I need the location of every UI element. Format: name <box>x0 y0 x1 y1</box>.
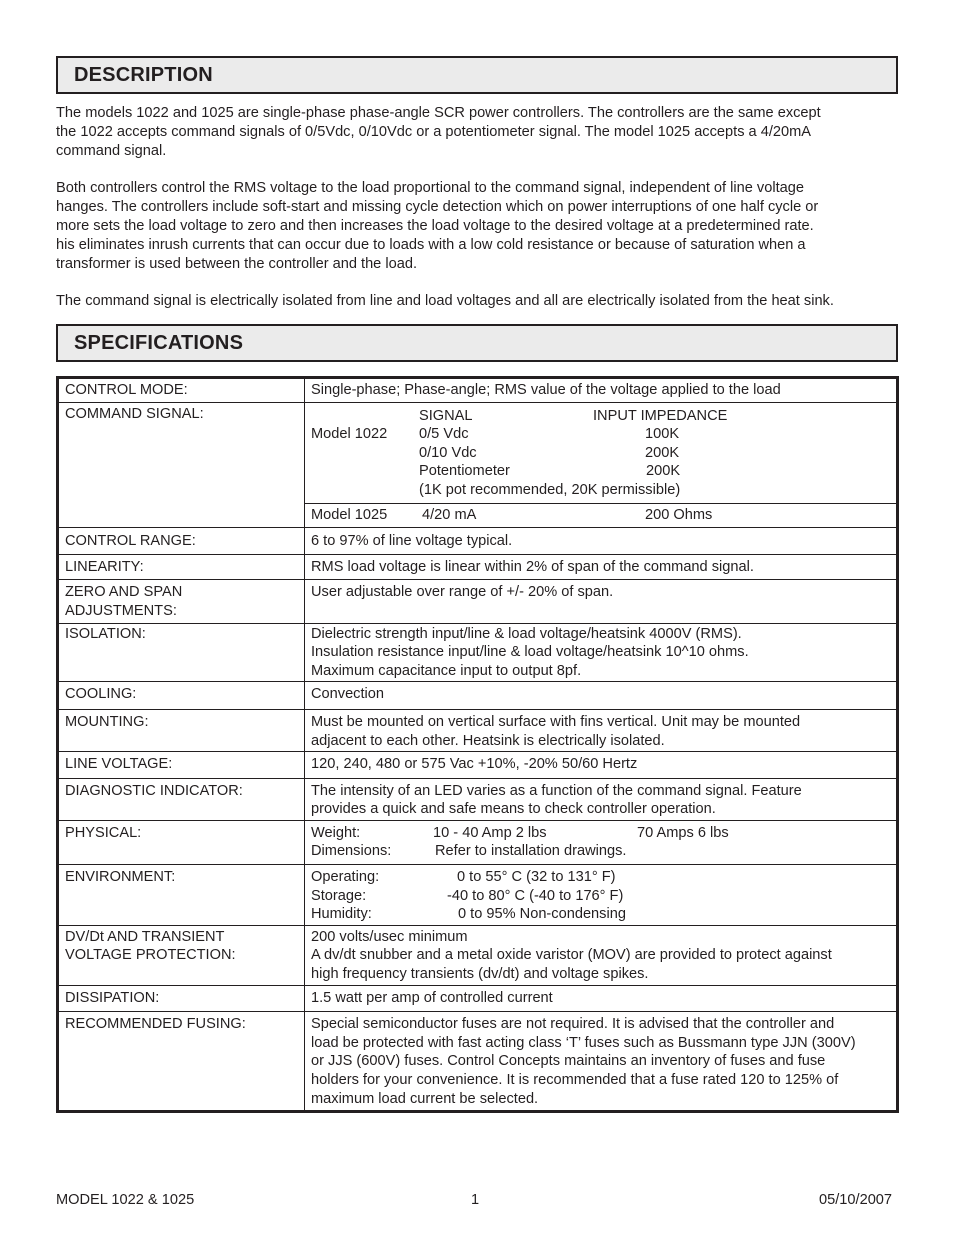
impedance-column-header: INPUT IMPEDANCE <box>593 407 728 424</box>
operating-value: 0 to 55° C (32 to 131° F) <box>457 869 616 886</box>
signal-column-header: SIGNAL <box>419 407 473 424</box>
spec-value-line: maximum load current be selected. <box>311 1090 539 1107</box>
weight-value: 10 - 40 Amp 2 lbs <box>433 824 547 841</box>
desc-line: his eliminates inrush currents that can occur due to loads with a low cold resistance or because of saturation when a <box>56 237 806 253</box>
description-paragraph-1 <box>56 104 901 161</box>
spec-row-physical <box>58 820 898 864</box>
storage-label: Storage: <box>311 887 367 904</box>
footer-date: 05/10/2007 <box>819 1192 893 1208</box>
spec-value-line: 200 volts/usec minimum <box>311 928 468 945</box>
specifications-table <box>56 376 899 1113</box>
spec-label: COMMAND SIGNAL: <box>58 402 305 528</box>
signal-value: 0/10 Vdc <box>419 444 477 461</box>
signal-value: 4/20 mA <box>422 506 477 523</box>
desc-line: Both controllers control the RMS voltage to the load proportional to the command signal, independent of line voltage <box>56 180 804 196</box>
humidity-label: Humidity: <box>311 906 372 923</box>
spec-row-fusing <box>58 1012 898 1112</box>
description-heading: DESCRIPTION <box>74 64 213 86</box>
spec-value <box>305 709 898 751</box>
spec-value-line: holders for your convenience. It is recommended that a fuse rated 120 to 125% of <box>311 1072 839 1088</box>
desc-line: more sets the load voltage to zero and then increases the load voltage to the desired voltage at a predetermined rate. <box>56 218 814 234</box>
spec-value <box>305 925 898 985</box>
desc-line: command signal. <box>56 143 167 159</box>
spec-row-line-voltage <box>58 752 898 779</box>
spec-row-command-signal <box>58 402 898 503</box>
spec-value: 6 to 97% of line voltage typical. <box>305 528 898 555</box>
specifications-heading: SPECIFICATIONS <box>74 332 244 354</box>
spec-value: 1.5 watt per amp of controlled current <box>305 985 898 1012</box>
spec-value-line: A dv/dt snubber and a metal oxide varistor (MOV) are provided to protect against <box>311 947 832 964</box>
spec-value-command-1022 <box>305 402 898 503</box>
spec-row-dissipation <box>58 985 898 1012</box>
specifications-header-bar <box>56 324 898 362</box>
dimensions-value: Refer to installation drawings. <box>435 843 627 860</box>
desc-line: The models 1022 and 1025 are single-phase phase-angle SCR power controllers. The controllers are the same except <box>56 105 821 121</box>
spec-value <box>305 1012 898 1112</box>
signal-value: 0/5 Vdc <box>419 426 469 443</box>
spec-value <box>305 820 898 864</box>
dimensions-label: Dimensions: <box>311 843 392 860</box>
spec-row-environment <box>58 865 898 926</box>
spec-value-line: provides a quick and safe means to check controller operation. <box>311 801 716 818</box>
spec-value: 120, 240, 480 or 575 Vac +10%, -20% 50/60 Hertz <box>305 752 898 779</box>
spec-label: MOUNTING: <box>58 709 305 751</box>
pot-note: (1K pot recommended, 20K permissible) <box>419 481 681 498</box>
footer-model: MODEL 1022 & 1025 <box>56 1192 195 1208</box>
impedance-value: 200K <box>646 463 681 480</box>
spec-value: Single-phase; Phase-angle; RMS value of the voltage applied to the load <box>305 378 898 403</box>
desc-line: The command signal is electrically isolated from line and load voltages and all are electrically isolated from the heat sink. <box>56 293 834 309</box>
spec-value-command-1025 <box>305 503 898 528</box>
spec-label: LINEARITY: <box>58 554 305 580</box>
spec-row-isolation <box>58 623 898 682</box>
impedance-value: 200 Ohms <box>645 506 713 523</box>
model-1022-label: Model 1022 <box>311 426 388 443</box>
spec-row-zero-span <box>58 580 898 623</box>
spec-value-line: Maximum capacitance input to output 8pf. <box>311 662 582 679</box>
spec-label <box>58 925 305 985</box>
spec-value-line: Must be mounted on vertical surface with fins vertical. Unit may be mounted <box>311 713 801 730</box>
spec-label: CONTROL MODE: <box>58 378 305 403</box>
spec-value-line: Insulation resistance input/line & load voltage/heatsink 10^10 ohms. <box>311 644 749 661</box>
spec-value <box>305 778 898 820</box>
weight-label: Weight: <box>311 824 361 841</box>
spec-label: ISOLATION: <box>58 623 305 682</box>
footer-page-number: 1 <box>471 1192 480 1208</box>
storage-value: -40 to 80° C (-40 to 176° F) <box>447 887 624 904</box>
spec-label: PHYSICAL: <box>58 820 305 864</box>
spec-label <box>58 580 305 623</box>
weight-value: 70 Amps 6 lbs <box>637 824 729 841</box>
spec-value-line: high frequency transients (dv/dt) and voltage spikes. <box>311 966 649 983</box>
spec-value-line: or JJS (600V) fuses. Control Concepts maintains an inventory of fuses and fuse <box>311 1053 826 1070</box>
model-1025-label: Model 1025 <box>311 506 388 523</box>
spec-value-line: Special semiconductor fuses are not required. It is advised that the controller and <box>311 1016 835 1033</box>
description-paragraph-2 <box>56 179 901 274</box>
spec-value <box>305 865 898 926</box>
spec-row-linearity <box>58 554 898 580</box>
humidity-value: 0 to 95% Non-condensing <box>458 906 626 923</box>
desc-line: hanges. The controllers include soft-start and missing cycle detection which on power interruptions of one half cycle or <box>56 199 819 215</box>
spec-value-line: The intensity of an LED varies as a function of the command signal. Feature <box>311 782 802 799</box>
spec-label: ENVIRONMENT: <box>58 865 305 926</box>
spec-value-line: adjacent to each other. Heatsink is electrically isolated. <box>311 732 665 749</box>
spec-row-diagnostic <box>58 778 898 820</box>
spec-label: COOLING: <box>58 682 305 710</box>
spec-value-line: Dielectric strength input/line & load voltage/heatsink 4000V (RMS). <box>311 625 742 642</box>
spec-label: LINE VOLTAGE: <box>58 752 305 779</box>
spec-value <box>305 623 898 682</box>
spec-label: DIAGNOSTIC INDICATOR: <box>58 778 305 820</box>
description-header-bar <box>56 56 898 94</box>
impedance-value: 200K <box>645 444 680 461</box>
spec-value-line: load be protected with fast acting class ‘T’ fuses such as Bussmann type JJN (300V) <box>311 1034 856 1051</box>
signal-value: Potentiometer <box>419 463 510 480</box>
spec-row-cooling <box>58 682 898 710</box>
description-paragraph-3 <box>56 292 901 311</box>
spec-label-line: DV/Dt AND TRANSIENT <box>65 928 225 945</box>
spec-label-line: VOLTAGE PROTECTION: <box>65 947 236 964</box>
spec-label: DISSIPATION: <box>58 985 305 1012</box>
spec-row-dvdt <box>58 925 898 985</box>
impedance-value: 100K <box>645 426 680 443</box>
desc-line: transformer is used between the controller and the load. <box>56 256 417 272</box>
spec-label: RECOMMENDED FUSING: <box>58 1012 305 1112</box>
spec-row-control-mode <box>58 378 898 403</box>
spec-value: Convection <box>305 682 898 710</box>
spec-row-control-range <box>58 528 898 555</box>
spec-row-mounting <box>58 709 898 751</box>
operating-label: Operating: <box>311 869 380 886</box>
spec-label-line: ZERO AND SPAN <box>65 584 183 601</box>
desc-line: the 1022 accepts command signals of 0/5Vdc, 0/10Vdc or a potentiometer signal. The model 1025 accepts a 4/20mA <box>56 124 812 140</box>
spec-label-line: ADJUSTMENTS: <box>65 602 177 619</box>
spec-value: RMS load voltage is linear within 2% of span of the command signal. <box>305 554 898 580</box>
spec-label: CONTROL RANGE: <box>58 528 305 555</box>
spec-value: User adjustable over range of +/- 20% of span. <box>305 580 898 623</box>
